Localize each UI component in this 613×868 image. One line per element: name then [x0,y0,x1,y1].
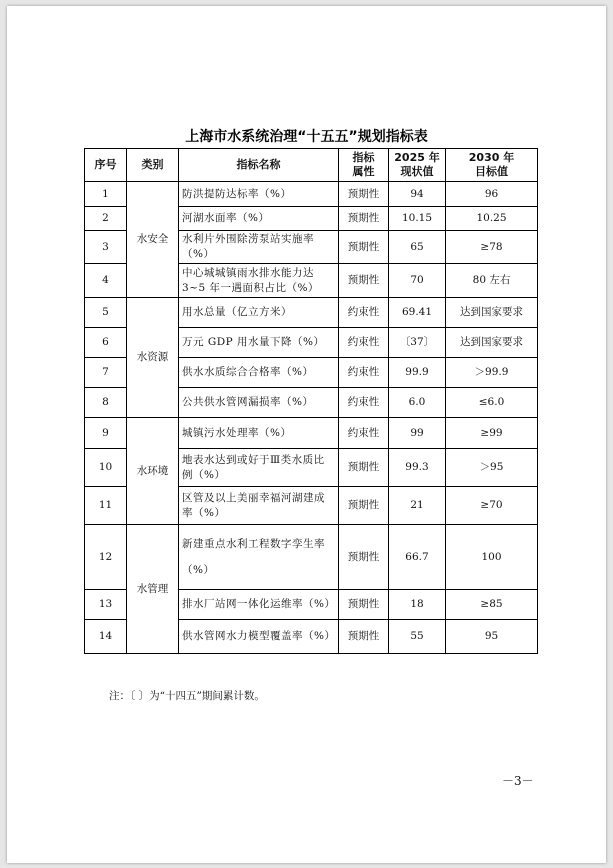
row-index: 14 [85,620,127,654]
value-2025: 99.3 [389,449,446,487]
value-2025: 99 [389,418,446,449]
value-2025: 〔37〕 [389,328,446,358]
value-2030: ＞99.9 [446,358,538,388]
table-row [85,298,538,328]
indicator-name: 中心城城镇雨水排水能力达3~5 年一遇面积占比（%） [179,264,339,298]
indicator-name: 万元 GDP 用水量下降（%） [179,328,339,358]
indicator-table [84,148,538,654]
category-cell: 水资源 [127,298,179,418]
value-2030: ≥78 [446,231,538,264]
value-2025: 94 [389,182,446,207]
row-index: 13 [85,590,127,620]
row-index: 4 [85,264,127,298]
indicator-attribute: 预期性 [339,264,389,298]
table-row [85,182,538,207]
value-2030: ≤6.0 [446,388,538,418]
category-cell: 水环境 [127,418,179,525]
value-2025: 65 [389,231,446,264]
row-index: 6 [85,328,127,358]
value-2025: 69.41 [389,298,446,328]
row-index: 9 [85,418,127,449]
indicator-attribute: 约束性 [339,388,389,418]
category-cell: 水安全 [127,182,179,298]
header-attribute: 指标 属性 [339,149,389,182]
indicator-name: 水利片外围除涝泵站实施率（%） [179,231,339,264]
row-index: 5 [85,298,127,328]
value-2030: ＞95 [446,449,538,487]
indicator-name: 供水水质综合合格率（%） [179,358,339,388]
header-category: 类别 [127,149,179,182]
header-index: 序号 [85,149,127,182]
header-row [85,149,538,182]
indicator-attribute: 约束性 [339,358,389,388]
indicator-name: 新建重点水利工程数字孪生率（%） [179,525,339,590]
table-row [85,525,538,590]
row-index: 8 [85,388,127,418]
value-2030: 达到国家要求 [446,328,538,358]
row-index: 10 [85,449,127,487]
value-2025: 70 [389,264,446,298]
value-2030: 达到国家要求 [446,298,538,328]
indicator-name: 排水厂站网一体化运维率（%） [179,590,339,620]
category-cell: 水管理 [127,525,179,654]
indicator-name: 防洪提防达标率（%） [179,182,339,207]
value-2025: 21 [389,487,446,525]
table-note: 注：〔 〕为“十四五”期间累计数。 [109,690,265,702]
value-2030: 80 左右 [446,264,538,298]
value-2025: 99.9 [389,358,446,388]
indicator-attribute: 预期性 [339,487,389,525]
table-title: 上海市水系统治理“十五五”规划指标表 [185,129,428,145]
indicator-name: 公共供水管网漏损率（%） [179,388,339,418]
value-2030: 95 [446,620,538,654]
row-index: 3 [85,231,127,264]
indicator-name: 区管及以上美丽幸福河湖建成率（%） [179,487,339,525]
table-row [85,418,538,449]
row-index: 7 [85,358,127,388]
value-2025: 18 [389,590,446,620]
page-number: －3－ [502,774,534,788]
indicator-attribute: 预期性 [339,231,389,264]
indicator-attribute: 约束性 [339,418,389,449]
row-index: 1 [85,182,127,207]
indicator-attribute: 预期性 [339,525,389,590]
indicator-name: 供水管网水力模型覆盖率（%） [179,620,339,654]
indicator-attribute: 预期性 [339,620,389,654]
header-name: 指标名称 [179,149,339,182]
indicator-name: 地表水达到或好于Ⅲ类水质比例（%） [179,449,339,487]
value-2025: 10.15 [389,207,446,231]
indicator-name: 城镇污水处理率（%） [179,418,339,449]
indicator-name: 用水总量（亿立方米） [179,298,339,328]
indicator-attribute: 约束性 [339,328,389,358]
value-2030: 96 [446,182,538,207]
value-2025: 55 [389,620,446,654]
indicator-attribute: 预期性 [339,182,389,207]
row-index: 2 [85,207,127,231]
value-2025: 66.7 [389,525,446,590]
value-2030: 10.25 [446,207,538,231]
header-2025: 2025 年 现状值 [389,149,446,182]
row-index: 11 [85,487,127,525]
value-2025: 6.0 [389,388,446,418]
value-2030: ≥70 [446,487,538,525]
indicator-attribute: 预期性 [339,207,389,231]
value-2030: ≥99 [446,418,538,449]
indicator-attribute: 约束性 [339,298,389,328]
indicator-name: 河湖水面率（%） [179,207,339,231]
indicator-attribute: 预期性 [339,590,389,620]
row-index: 12 [85,525,127,590]
value-2030: ≥85 [446,590,538,620]
indicator-attribute: 预期性 [339,449,389,487]
document-page [7,6,606,863]
value-2030: 100 [446,525,538,590]
header-2030: 2030 年 目标值 [446,149,538,182]
